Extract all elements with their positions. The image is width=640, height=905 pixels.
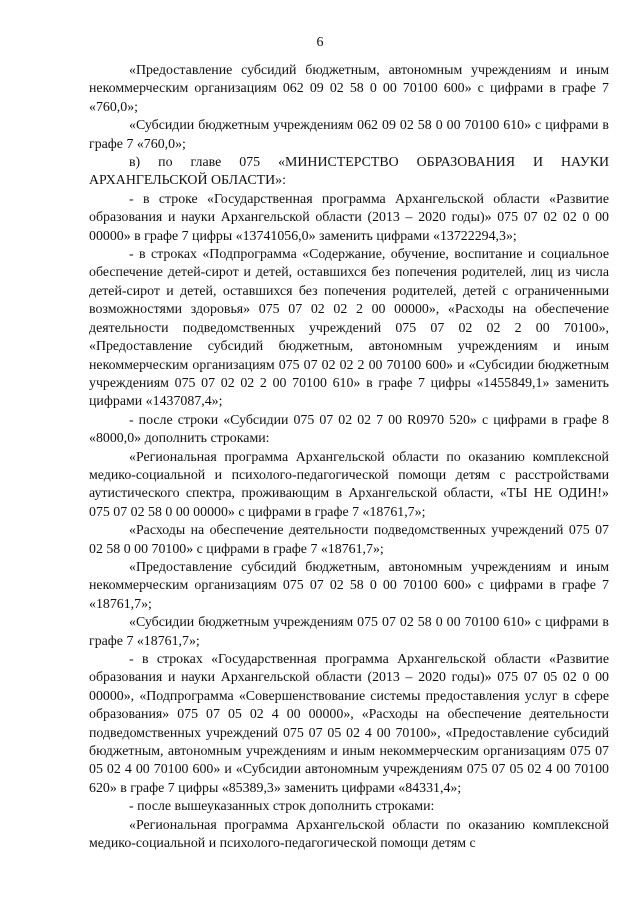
- paragraph-orphans-subprogram-lines: - в строках «Подпрограмма «Содержание, обучение, воспитание и социальное обеспечение детей-сирот и детей, оставшихся без попечения родителей, лиц из числа детей-сирот и детей, оставшихся без попечения родителей, детей с ограниченными возможностями здоровья» 075 07 02 02 2 00 00000», «Расходы на обеспечение деятельности подведомственных учреждений 075 07 02 02 2 00 70100», «Предоставление субсидий бюджетным, автономным учреждениям и иным некоммерческим организациям 075 07 02 02 2 00 70100 600» и «Субсидии бюджетным учреждениям 075 07 02 02 2 00 70100 610» в графе 7 цифры «1455849,1» заменить цифрами «1437087,4»;: [89, 247, 609, 410]
- paragraph-after-subsidies-line: - после строки «Субсидии 075 07 02 02 7 00 R0970 520» с цифрами в графе 8 «8000,0» дополнить строками:: [89, 412, 609, 447]
- paragraph-state-program-line: - в строке «Государственная программа Архангельской области «Развитие образования и науки Архангельской области (2013 – 2020 годы)» 075 07 02 02 0 00 00000» в графе 7 цифры «13741056,0» заменить цифрами «13722294,3»;: [89, 191, 609, 244]
- paragraph-subsidies-autonomous-062: «Предоставление субсидий бюджетным, автономным учреждениям и иным некоммерческим организациям 062 09 02 58 0 00 70100 600» с цифрами в графе 7 «760,0»;: [89, 63, 609, 115]
- paragraph-regional-program-autism: «Региональная программа Архангельской области по оказанию комплексной медико-социальной и психолого-педагогической помощи детям с расстройствами аутистического спектра, проживающим в Архангельской области, «ТЫ НЕ ОДИН!» 075 07 02 58 0 00 00000» с цифрами в графе 7 «18761,7»;: [89, 449, 609, 520]
- paragraph-regional-program-continued: «Региональная программа Архангельской области по оказанию комплексной медико-социальной и психолого-педагогической помощи детям с: [89, 817, 609, 852]
- paragraph-subsidies-budget-075: «Субсидии бюджетным учреждениям 075 07 02 58 0 00 70100 610» с цифрами в графе 7 «18761,7»;: [89, 615, 609, 649]
- paragraph-chapter-075-heading: в) по главе 075 «МИНИСТЕРСТВО ОБРАЗОВАНИЯ И НАУКИ АРХАНГЕЛЬСКОЙ ОБЛАСТИ»:: [89, 155, 609, 189]
- paragraph-add-lines-instruction: - после вышеуказанных строк дополнить строками:: [129, 799, 435, 815]
- page-number: 6: [316, 35, 324, 50]
- document-body: [89, 62, 609, 853]
- paragraph-expenses-subordinate: «Расходы на обеспечение деятельности подведомственных учреждений 075 07 02 58 0 00 70100» с цифрами в графе 7 «18761,7»;: [89, 523, 609, 557]
- paragraph-subsidies-budget-062: «Субсидии бюджетным учреждениям 062 09 02 58 0 00 70100 610» с цифрами в графе 7 «760,0»;: [89, 118, 609, 152]
- paragraph-subsidies-provision: «Предоставление субсидий бюджетным, автономным учреждениям и иным некоммерческим организациям 075 07 02 58 0 00 70100 600» с цифрами в графе 7 «18761,7»;: [89, 559, 609, 612]
- paragraph-education-services-lines: - в строках «Государственная программа Архангельской области «Развитие образования и науки Архангельской области (2013 – 2020 годы)» 075 07 05 02 0 00 00000», «Подпрограмма «Совершенствование системы предоставления услуг в сфере образования» 075 07 05 02 4 00 00000», «Расходы на обеспечение деятельности подведомственных учреждений 075 07 05 02 4 00 70100», «Предоставление субсидий бюджетным, автономным учреждениям и иным некоммерческим организациям 075 07 05 02 4 00 70100 600» и «Субсидии автономным учреждениям 075 07 05 02 4 00 70100 620» в графе 7 цифры «85389,3» заменить цифрами «84331,4»;: [89, 652, 609, 796]
